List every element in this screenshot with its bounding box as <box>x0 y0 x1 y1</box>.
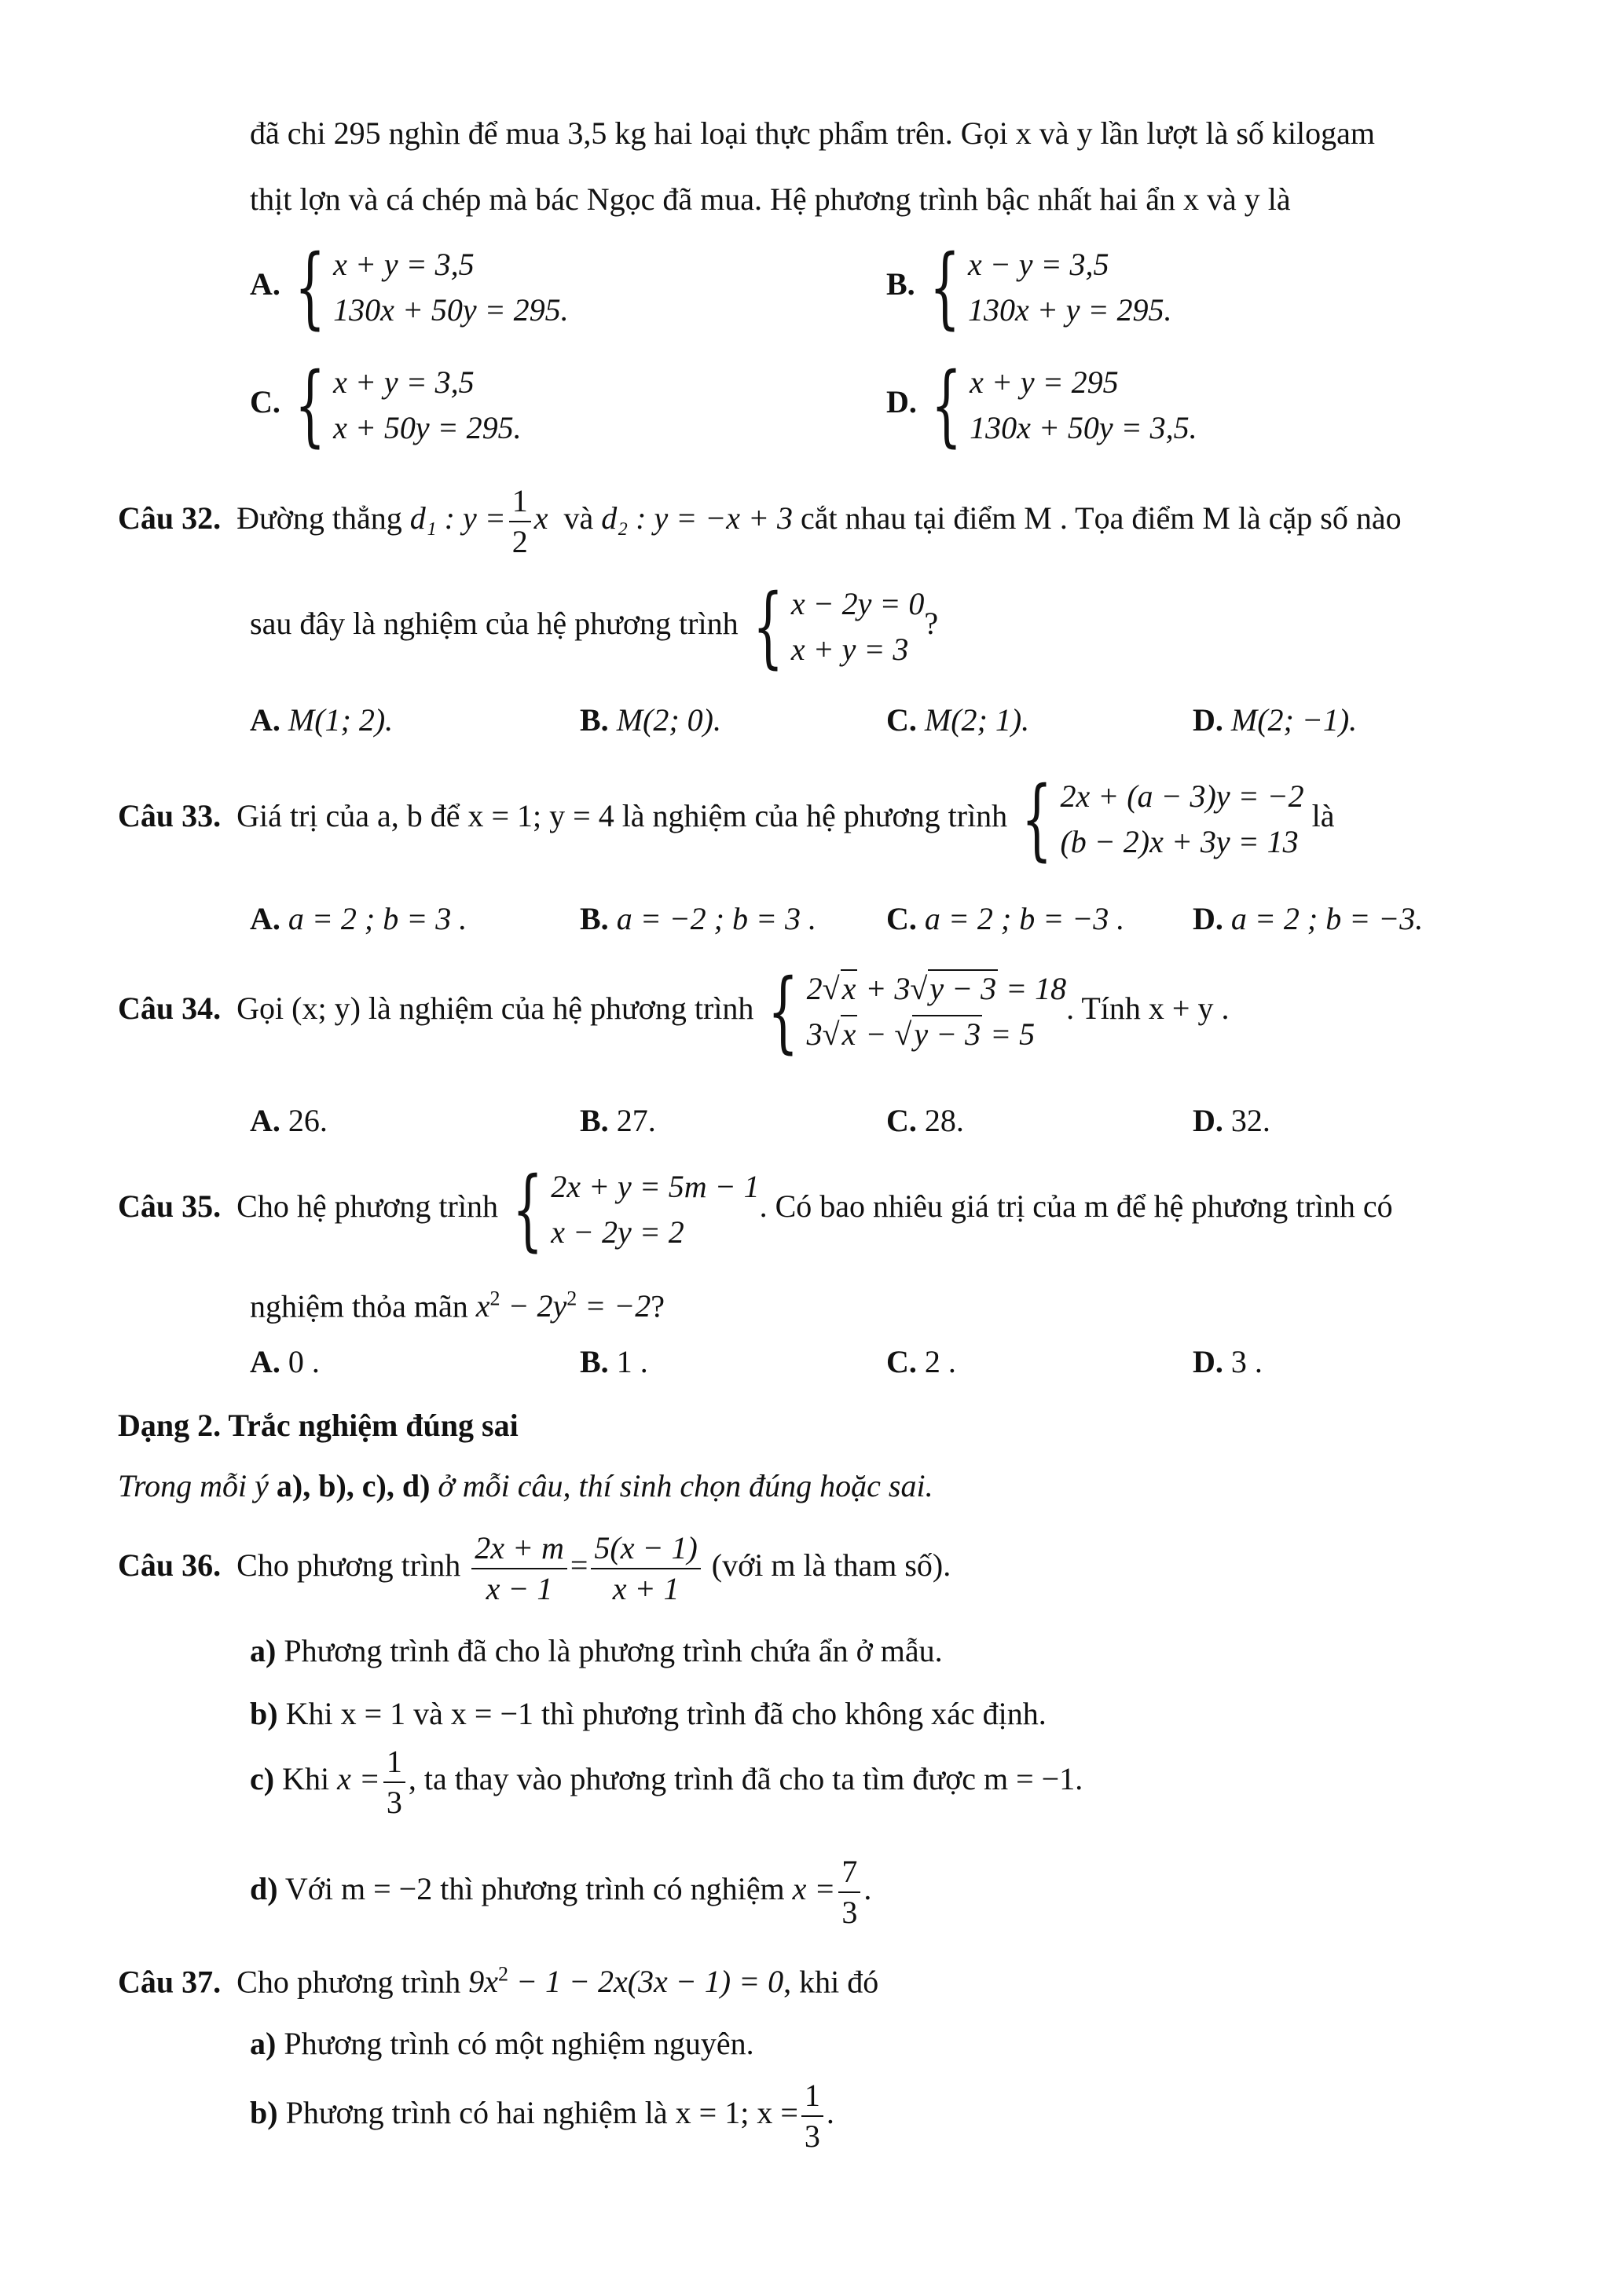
q33-tail: là <box>1311 798 1335 834</box>
q36-text: Cho phương trình <box>236 1547 461 1584</box>
equation: 130x + 50y = 3,5. <box>970 410 1197 445</box>
q33-option-d[interactable] <box>1193 902 1423 936</box>
q33-option-b[interactable] <box>580 902 816 936</box>
intro-option-d[interactable] <box>886 354 1197 456</box>
fraction: $\frac{1}{2}$ <box>509 483 531 560</box>
equation-system: { 2x + y = 5m − 1 x − 2y = 2 <box>511 1159 760 1261</box>
item-label: d) <box>250 1871 278 1907</box>
option-text: 27. <box>616 1103 656 1138</box>
q32-line-2 <box>250 576 939 678</box>
option-text: M(2; 0). <box>616 702 721 738</box>
option-label: A. <box>250 702 280 738</box>
intro-option-b[interactable] <box>886 236 1172 339</box>
fraction: $\frac{5(x - 1)}{x + 1}$ <box>591 1530 700 1607</box>
option-label: D. <box>1193 1344 1223 1379</box>
q32-text: Đường thẳng <box>236 500 402 536</box>
equation: 2x + y = 5m − 1 <box>551 1169 760 1204</box>
option-label: D. <box>1193 901 1223 936</box>
equation: 130x + y = 295. <box>967 292 1172 328</box>
q37-item-a[interactable] <box>250 2027 754 2061</box>
q36-item-d[interactable]: d) Với m = −2 thì phương trình có nghiệm x = $\frac{7}{3}$ . <box>250 1854 872 1930</box>
intro-option-c[interactable] <box>250 354 522 456</box>
equation: x − 2y = 2 <box>551 1214 684 1250</box>
intro-line-1: đã chi 295 nghìn để mua 3,5 kg hai loại thực phẩm trên. Gọi x và y lần lượt là số kilogam <box>250 115 1376 151</box>
item-text: , ta thay vào phương trình đã cho ta tìm được m = −1. <box>408 1761 1083 1797</box>
q32-option-c[interactable] <box>886 703 1029 738</box>
option-text: 26. <box>288 1103 328 1138</box>
q33-stem <box>118 768 1335 870</box>
question-label: Câu 32. <box>118 500 222 536</box>
option-text: 2 . <box>924 1344 956 1379</box>
question-label: Câu 33. <box>118 798 222 834</box>
q32-option-d[interactable] <box>1193 703 1357 738</box>
fraction: $\frac{2x + m}{x - 1}$ <box>471 1530 567 1607</box>
option-text: a = 2 ; b = 3 . <box>288 901 467 936</box>
equation: 2x + (a − 3)y = −2 <box>1060 778 1304 814</box>
option-label: A. <box>250 1103 280 1138</box>
question-label: Câu 35. <box>118 1188 222 1225</box>
q37-stem <box>118 1964 878 1999</box>
item-text: Khi x = 1 và x = −1 thì phương trình đã cho không xác định. <box>285 1696 1047 1731</box>
equation-system: { 2x + (a − 3)y = −2 (b − 2)x + 3y = 13 <box>1021 768 1304 870</box>
option-text: 0 . <box>288 1344 320 1379</box>
option-text: 3 . <box>1230 1344 1263 1379</box>
item-label: b) <box>250 1696 278 1731</box>
fraction: $\frac{7}{3}$ <box>838 1854 860 1931</box>
equation: x + y = 3,5 <box>333 247 475 282</box>
equation-system: { x − y = 3,5 130x + y = 295. <box>929 236 1172 339</box>
intro-option-a[interactable] <box>250 236 569 339</box>
q35-text: Cho hệ phương trình <box>236 1188 498 1225</box>
option-label: A. <box>250 1344 280 1379</box>
q34-option-a[interactable] <box>250 1104 328 1138</box>
option-label: B. <box>580 702 609 738</box>
q33-option-a[interactable] <box>250 902 467 936</box>
q36-item-b[interactable] <box>250 1697 1047 1731</box>
equation-system: { 2√x + 3√y − 3 = 18 3√x − √y − 3 = 5 <box>768 961 1067 1063</box>
fraction: $\frac{1}{3}$ <box>383 1744 405 1821</box>
q34-tail: . Tính x + y . <box>1066 991 1230 1027</box>
option-label: D. <box>886 384 917 420</box>
option-label: B. <box>886 266 915 302</box>
q32-text: cắt nhau tại điểm M . Tọa điểm M là cặp số nào <box>800 500 1402 536</box>
option-label: B. <box>580 901 609 936</box>
item-label: a) <box>250 1633 277 1668</box>
option-text: M(2; −1). <box>1230 702 1358 738</box>
q32-d1: d₁ : y = <box>409 500 506 536</box>
equation-system: { x + y = 3,5 x + 50y = 295. <box>294 354 522 456</box>
q36-item-a[interactable] <box>250 1634 943 1668</box>
q37-equation: $9x^2 - 1 - 2x(3x - 1) = 0$ <box>468 1963 784 2000</box>
q35-text: nghiệm thỏa mãn <box>250 1288 468 1324</box>
item-text: Phương trình có một nghiệm nguyên. <box>284 2026 754 2061</box>
intro-line-2: thịt lợn và cá chép mà bác Ngọc đã mua. Hệ phương trình bậc nhất hai ẩn x và y là <box>250 181 1291 217</box>
q35-qmark: ? <box>651 1288 665 1324</box>
q37-item-b[interactable]: b) Phương trình có hai nghiệm là x = 1; x = $\frac{1}{3}$ . <box>250 2078 834 2154</box>
q36-stem: Câu 36. Cho phương trình $\frac{2x + m}{x - 1}$ = $\frac{5(x - 1)}{x + 1}$ (với m là tham số). <box>118 1530 951 1606</box>
section-instruction: Trong mỗi ý a), b), c), d) ở mỗi câu, thí sinh chọn đúng hoặc sai. <box>118 1468 933 1503</box>
q35-option-d[interactable] <box>1193 1345 1263 1379</box>
equation: x − y = 3,5 <box>967 247 1109 282</box>
item-label: c) <box>250 1761 275 1797</box>
option-label: C. <box>250 384 280 420</box>
question-label: Câu 36. <box>118 1547 222 1584</box>
equation-system: { x + y = 295 130x + 50y = 3,5. <box>930 354 1197 456</box>
equation: x + y = 3,5 <box>333 364 475 400</box>
equation: 2√x + 3√y − 3 = 18 <box>806 971 1067 1006</box>
equation: 130x + 50y = 295. <box>333 292 569 328</box>
q32-option-a[interactable] <box>250 703 393 738</box>
option-label: B. <box>580 1344 609 1379</box>
option-text: 32. <box>1230 1103 1270 1138</box>
option-text: M(2; 1). <box>924 702 1030 738</box>
q32-d1-tail: x <box>533 500 548 536</box>
q34-option-b[interactable] <box>580 1104 656 1138</box>
item-label: a) <box>250 2026 277 2061</box>
q35-condition: $x^2 - 2y^2 = -2$ <box>475 1287 651 1324</box>
q34-stem <box>118 961 1230 1063</box>
option-label: C. <box>886 901 917 936</box>
item-text: Với m = −2 thì phương trình có nghiệm <box>284 1871 785 1907</box>
question-label: Câu 37. <box>118 1964 222 2000</box>
option-label: C. <box>886 1344 917 1379</box>
equation-system: { x − 2y = 0 x + y = 3 <box>752 576 925 678</box>
q33-text: Giá trị của a, b để x = 1; y = 4 là nghiệm của hệ phương trình <box>236 798 1008 834</box>
q32-d2: d₂ : y = −x + 3 <box>601 500 793 536</box>
equation: x + y = 3 <box>790 632 909 667</box>
item-text: Phương trình có hai nghiệm là x = 1; x = <box>285 2095 798 2131</box>
equation: 3√x − √y − 3 = 5 <box>806 1016 1036 1052</box>
option-text: M(1; 2). <box>288 702 394 738</box>
q32-text: sau đây là nghiệm của hệ phương trình <box>250 606 739 642</box>
q37-text: Cho phương trình <box>236 1964 461 2000</box>
item-label: b) <box>250 2095 278 2131</box>
q34-text: Gọi (x; y) là nghiệm của hệ phương trình <box>236 991 754 1027</box>
q35-option-a[interactable] <box>250 1345 320 1379</box>
q34-option-d[interactable] <box>1193 1104 1270 1138</box>
option-label: D. <box>1193 702 1223 738</box>
equation: x + 50y = 295. <box>333 410 522 445</box>
option-label: C. <box>886 1103 917 1138</box>
option-text: a = 2 ; b = −3 . <box>924 901 1125 936</box>
q32-option-b[interactable] <box>580 703 721 738</box>
option-label: D. <box>1193 1103 1223 1138</box>
q37-tail: , khi đó <box>783 1964 879 2000</box>
math: x = <box>337 1761 380 1797</box>
question-label: Câu 34. <box>118 991 222 1027</box>
q32-qmark: ? <box>924 606 939 642</box>
option-label: C. <box>886 702 917 738</box>
math: x = <box>792 1871 836 1907</box>
equation: x + y = 295 <box>970 364 1119 400</box>
option-text: 1 . <box>616 1344 648 1379</box>
q35-option-b[interactable] <box>580 1345 648 1379</box>
option-label: A. <box>250 901 280 936</box>
equation: (b − 2)x + 3y = 13 <box>1060 824 1299 859</box>
option-label: B. <box>580 1103 609 1138</box>
q32-text: và <box>563 500 594 536</box>
fraction: $\frac{1}{3}$ <box>801 2078 823 2155</box>
item-text: Khi <box>282 1761 330 1797</box>
q35-tail: . Có bao nhiêu giá trị của m để hệ phương trình có <box>759 1188 1393 1225</box>
q34-option-c[interactable] <box>886 1104 964 1138</box>
q36-tail: (với m là tham số). <box>711 1547 951 1584</box>
q32-stem <box>118 483 1402 560</box>
q36-item-c[interactable] <box>250 1744 1083 1821</box>
q35-line-2 <box>250 1288 665 1324</box>
section-title: Dạng 2. Trắc nghiệm đúng sai <box>118 1408 519 1443</box>
option-text: a = 2 ; b = −3. <box>1230 901 1424 936</box>
option-text: 28. <box>924 1103 964 1138</box>
equation: x − 2y = 0 <box>790 586 925 621</box>
q35-stem <box>118 1159 1516 1261</box>
equation-system: { x + y = 3,5 130x + 50y = 295. <box>294 236 569 339</box>
q33-option-c[interactable] <box>886 902 1124 936</box>
q35-option-c[interactable] <box>886 1345 956 1379</box>
option-label: A. <box>250 266 280 302</box>
option-text: a = −2 ; b = 3 . <box>616 901 816 936</box>
item-text: Phương trình đã cho là phương trình chứa ẩn ở mẫu. <box>284 1633 943 1668</box>
